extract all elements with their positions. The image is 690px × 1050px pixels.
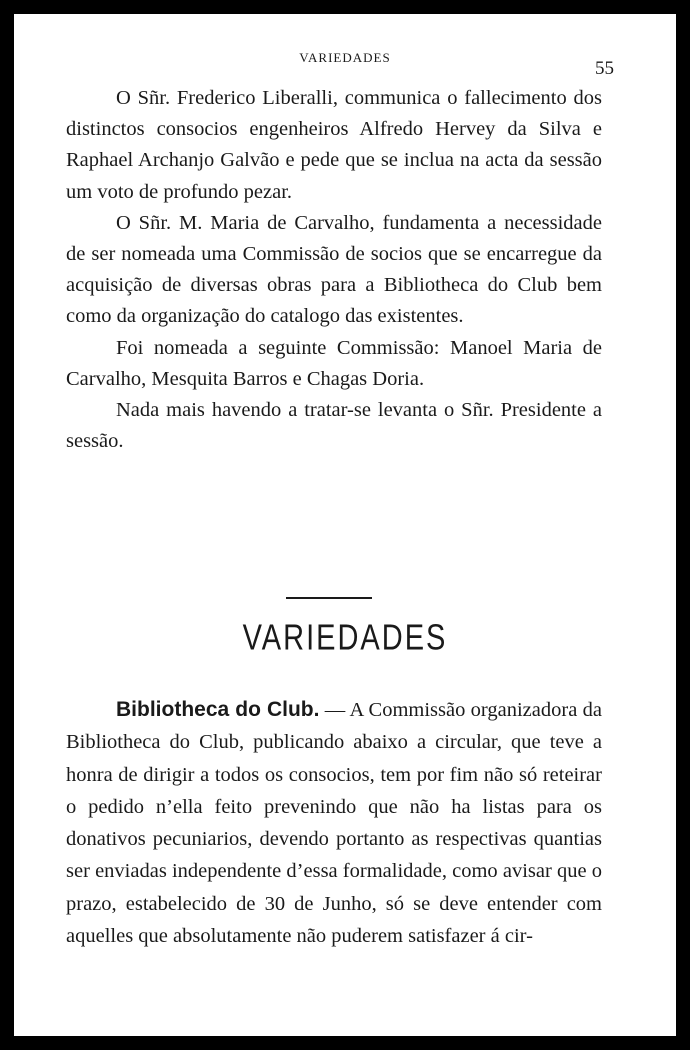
section-heading: VARIEDADES xyxy=(242,618,448,658)
paragraph: Nada mais havendo a tratar-se levanta o Sñr. Presidente a sessão. xyxy=(66,399,602,453)
paragraph: O Sñr. Frederico Liberalli, communica o fallecimento dos distinctos consocios engenheiros Alfredo Hervey da Silva e Raphael Archanjo Galvão e pede que se inclua na acta da sessão um voto de profundo pezar. xyxy=(66,87,602,203)
section-divider xyxy=(286,597,372,599)
section-body: A Commissão organizadora da Bibliotheca do Club, publicando abaixo a circular, que teve a honra de dirigir a todos os consocios, tem por fim não só reteirar o pedido n’ella feito prevenindo que não ha listas para os donativos pecuniarios, devendo portanto as respectivas quantias ser enviadas independente d’essa formalidade, como avisar que o prazo, estabelecido de 30 de Junho, só se deve entender com aquelles que absolutamente não puderem satisfazer á cir- xyxy=(66,699,602,948)
book-page xyxy=(14,14,676,1036)
paragraph: O Sñr. M. Maria de Carvalho, fundamenta a necessidade de ser nomeada uma Commissão de socios que se encarregue da acquisição de diversas obras para a Bibliotheca do Club bem como da organização do catalogo das existentes. xyxy=(66,211,602,328)
running-head: VARIEDADES xyxy=(299,50,391,65)
lead-title: Bibliotheca do Club. xyxy=(116,698,320,721)
section-text xyxy=(66,694,602,952)
paragraph: Foi nomeada a seguinte Commissão: Manoel Maria de Carvalho, Mesquita Barros e Chagas Doria. xyxy=(66,336,602,390)
paragraph xyxy=(66,694,602,952)
lead-dash: — xyxy=(319,699,350,721)
page-number: 55 xyxy=(595,58,614,79)
minutes-text xyxy=(66,83,602,457)
